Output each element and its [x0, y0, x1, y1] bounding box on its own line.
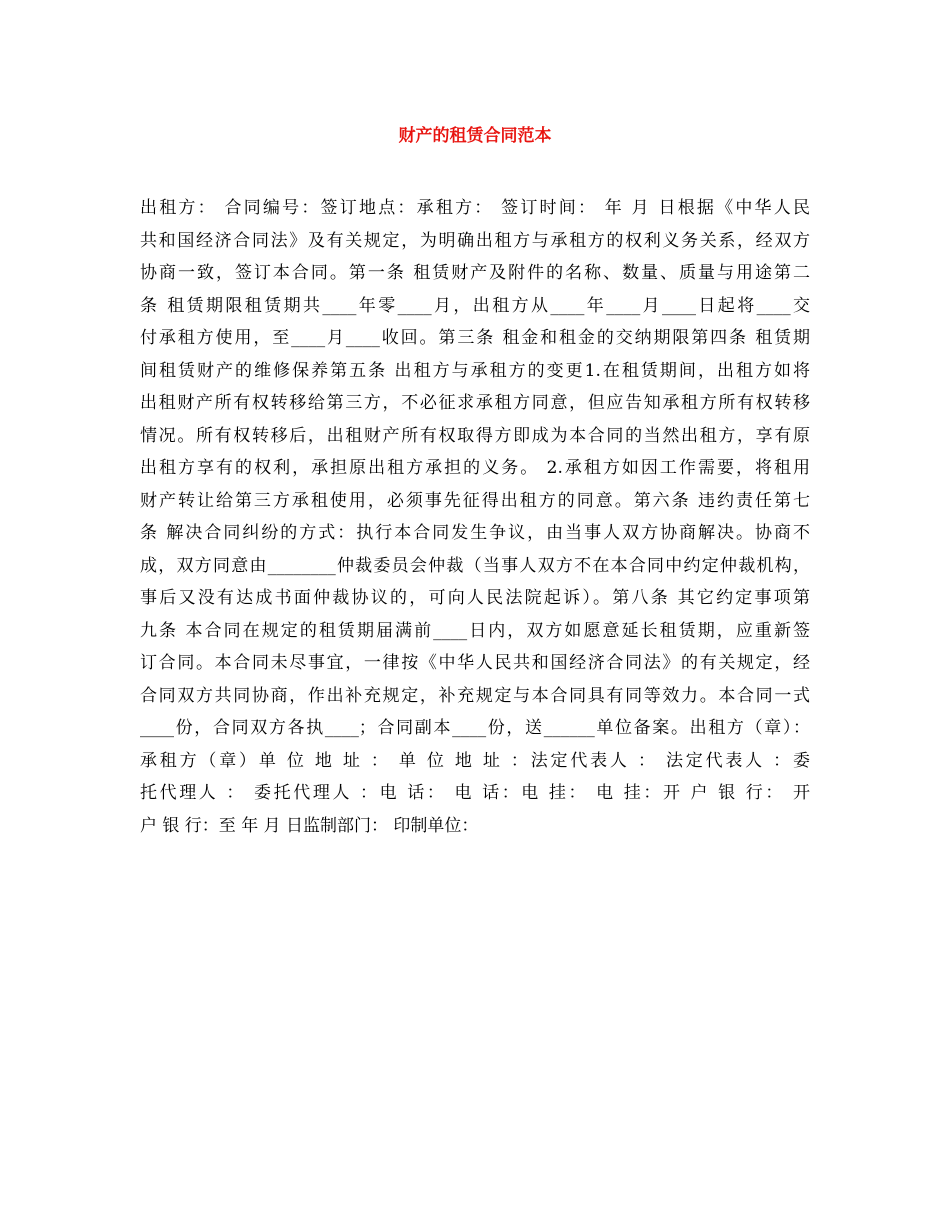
- body-line: 订合同。本合同未尽事宜，一律按《中华人民共和国经济合同法》的有关规定，经: [140, 653, 810, 673]
- body-line: 事后又没有达成书面仲裁协议的，可向人民法院起诉）。第八条 其它约定事项第: [140, 588, 810, 608]
- body-line: 条 解决合同纠纷的方式：执行本合同发生争议，由当事人双方协商解决。协商不: [140, 523, 810, 543]
- body-line: 成，双方同意由________仲裁委员会仲裁（当事人双方不在本合同中约定仲裁机构，: [140, 555, 810, 576]
- body-line: 托代理人 ： 委托代理人 ：电 话： 电 话：电 挂： 电 挂：开 户 银 行： 开: [140, 783, 810, 803]
- body-line: 付承租方使用，至____月____收回。第三条 租金和租金的交纳期限第四条 租赁期: [140, 328, 810, 348]
- body-line: 财产转让给第三方承租使用，必须事先征得出租方的同意。第六条 违约责任第七: [140, 490, 810, 511]
- body-line: 出租方享有的权利，承担原出租方承担的义务。 2.承租方如因工作需要，将租用: [140, 458, 810, 478]
- document-body: [140, 192, 810, 842]
- body-line: 协商一致，签订本合同。第一条 租赁财产及附件的名称、数量、质量与用途第二: [140, 263, 810, 283]
- body-line: 九条 本合同在规定的租赁期届满前____日内，双方如愿意延长租赁期，应重新签: [140, 620, 810, 641]
- body-line: 出租方： 合同编号：签订地点：承租方： 签订时间： 年 月 日根据《中华人民: [140, 198, 810, 218]
- body-line: 间租赁财产的维修保养第五条 出租方与承租方的变更1.在租赁期间，出租方如将: [140, 360, 810, 381]
- body-line: 出租财产所有权转移给第三方，不必征求承租方同意，但应告知承租方所有权转移: [140, 393, 810, 413]
- body-line: 户 银 行：至 年 月 日监制部门： 印制单位：: [140, 815, 479, 836]
- document-title: 财产的租赁合同范本: [398, 126, 552, 146]
- body-line: 情况。所有权转移后，出租财产所有权取得方即成为本合同的当然出租方，享有原: [140, 425, 810, 446]
- body-line: 共和国经济合同法》及有关规定，为明确出租方与承租方的权利义务关系，经双方: [140, 230, 810, 251]
- body-line: 合同双方共同协商，作出补充规定，补充规定与本合同具有同等效力。本合同一式: [140, 685, 810, 706]
- body-line: 条 租赁期限租赁期共____年零____月，出租方从____年____月____日起将____交: [140, 295, 810, 316]
- body-line: ____份，合同双方各执____；合同副本____份，送______单位备案。出租方（章）：: [140, 718, 810, 738]
- body-line: 承租方（章）单 位 地 址 ： 单 位 地 址 ：法定代表人 ： 法定代表人 ：委: [140, 750, 810, 771]
